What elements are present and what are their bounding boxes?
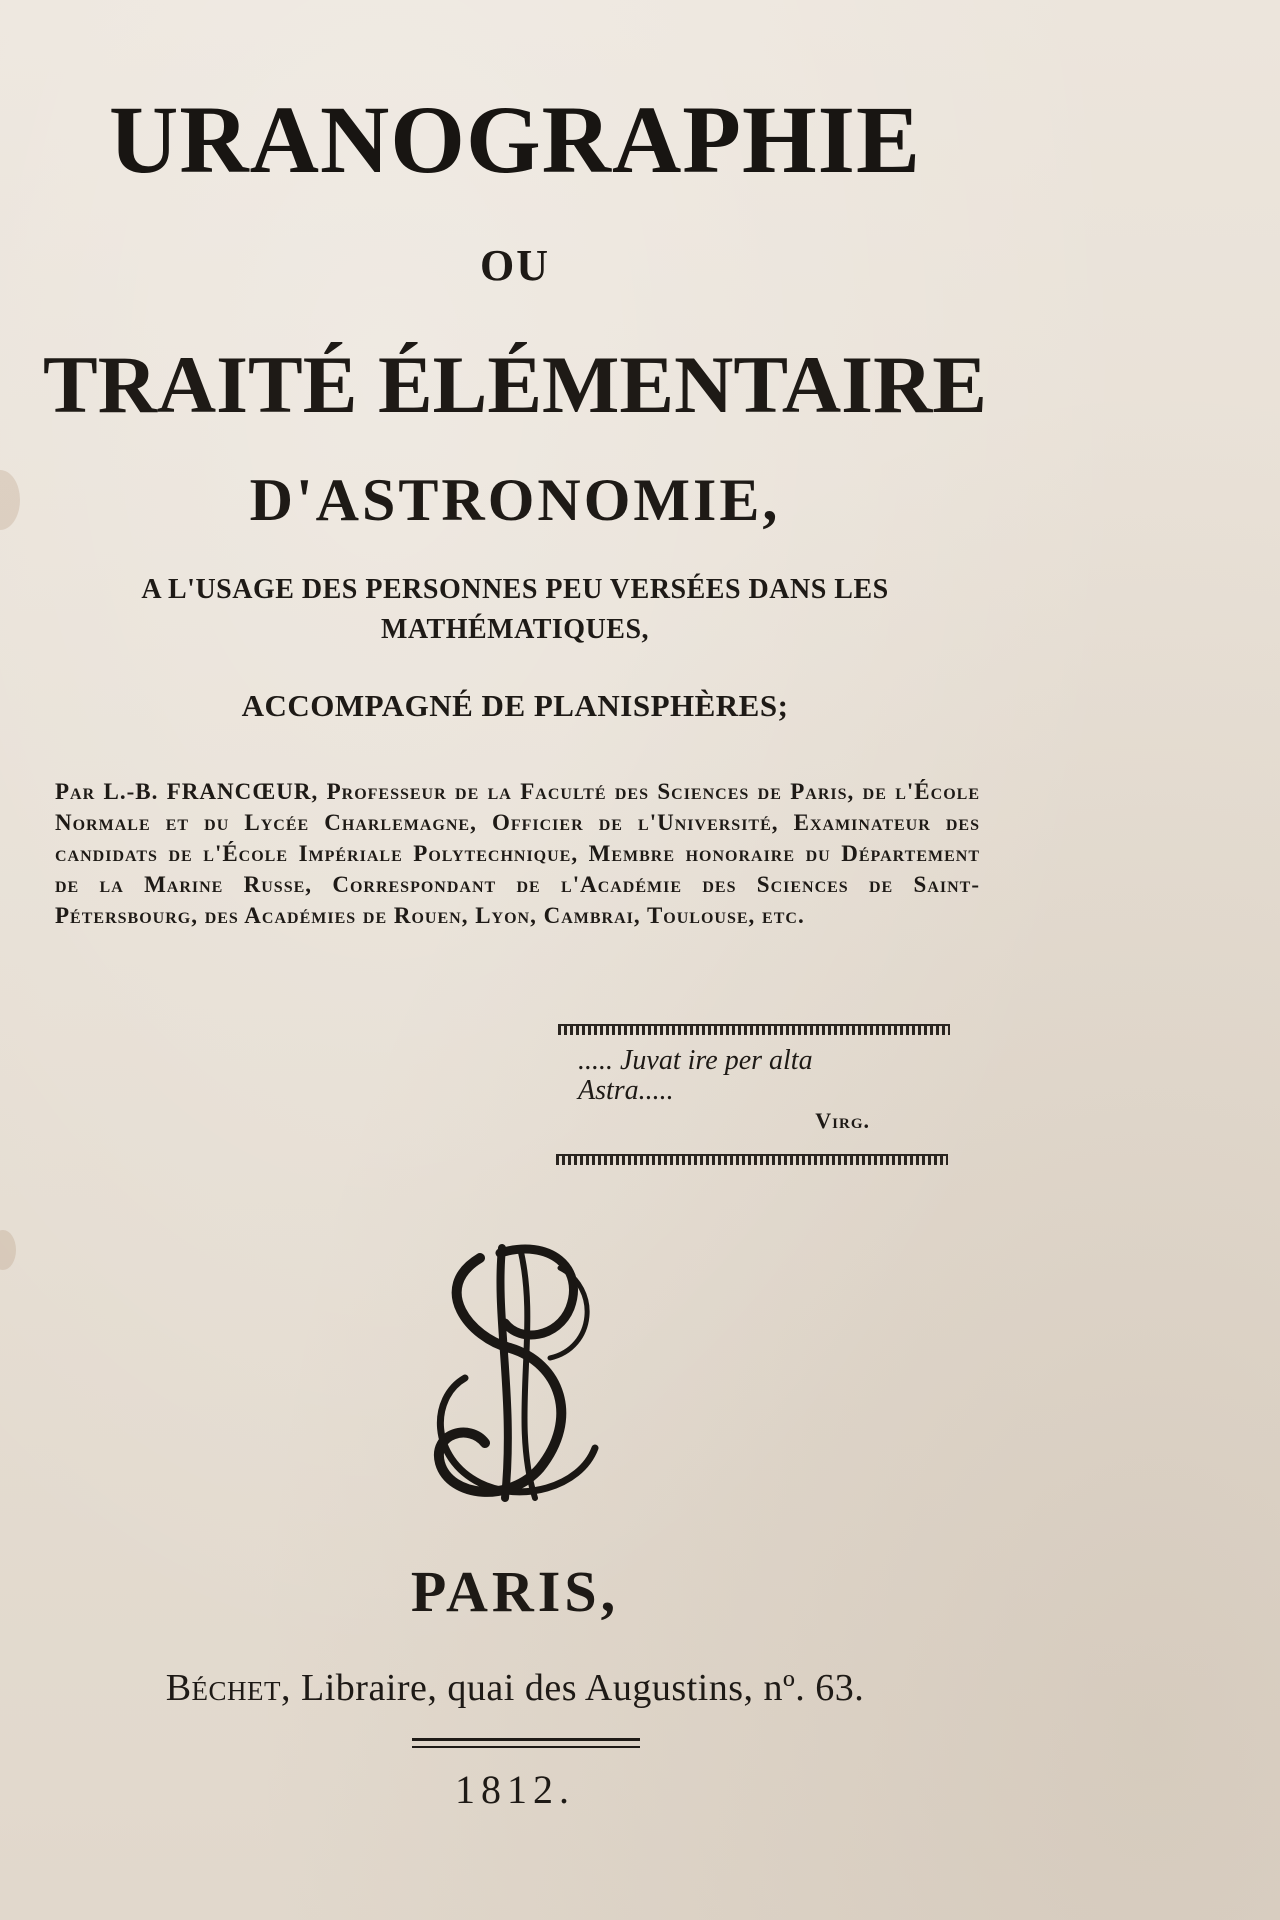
imprint-city: PARIS, xyxy=(410,1559,620,1624)
publisher-address: , Libraire, quai des Augustins, nº. 63. xyxy=(281,1667,865,1709)
paper-stain xyxy=(0,1230,16,1270)
publisher-line xyxy=(0,1666,1030,1710)
usage-line-2: MATHÉMATIQUES, xyxy=(380,614,650,645)
double-rule-top xyxy=(412,1738,640,1741)
epigraph-attribution: Virg. xyxy=(815,1108,870,1133)
title-conjunction: OU xyxy=(480,241,550,290)
author-block xyxy=(55,776,980,931)
double-rule-bottom xyxy=(412,1746,640,1748)
epigraph-line-2: Astra..... xyxy=(578,1075,674,1106)
publisher-name: Béchet xyxy=(165,1667,282,1709)
usage-note xyxy=(0,570,1030,650)
publisher-monogram xyxy=(410,1228,630,1518)
book-title: URANOGRAPHIE xyxy=(108,86,921,193)
imprint-year: 1812. xyxy=(455,1767,575,1812)
subtitle-line-2: D'ASTRONOMIE, xyxy=(249,467,781,533)
usage-line-1: A L'USAGE DES PERSONNES PEU VERSÉES DANS LES xyxy=(141,574,889,605)
epigraph-line-1: ..... Juvat ire per alta xyxy=(578,1045,813,1076)
author-prefix: Par xyxy=(55,779,96,804)
subtitle-line-1: TRAITÉ ÉLÉMENTAIRE xyxy=(43,339,987,430)
epigraph xyxy=(578,1046,978,1136)
author-name: L.-B. FRANCŒUR, xyxy=(103,779,319,804)
author-credentials: Professeur de la Faculté des Sciences de Paris, de l'École Normale et du Lycée Charlemagne, Officier de l'Université, Examinateur des candidats de l'École Impériale Polytechnique, Membre honoraire du Département de la Marine Russe, Correspondant de l'Académie des Sciences de Saint-Pétersbourg, des Académies de Rouen, Lyon, Cambrai, Toulouse, etc. xyxy=(55,779,980,928)
ornamental-rule-bottom xyxy=(556,1154,948,1165)
accompanied-note: ACCOMPAGNÉ DE PLANISPHÈRES; xyxy=(241,688,789,723)
ornamental-rule-top xyxy=(558,1024,950,1035)
